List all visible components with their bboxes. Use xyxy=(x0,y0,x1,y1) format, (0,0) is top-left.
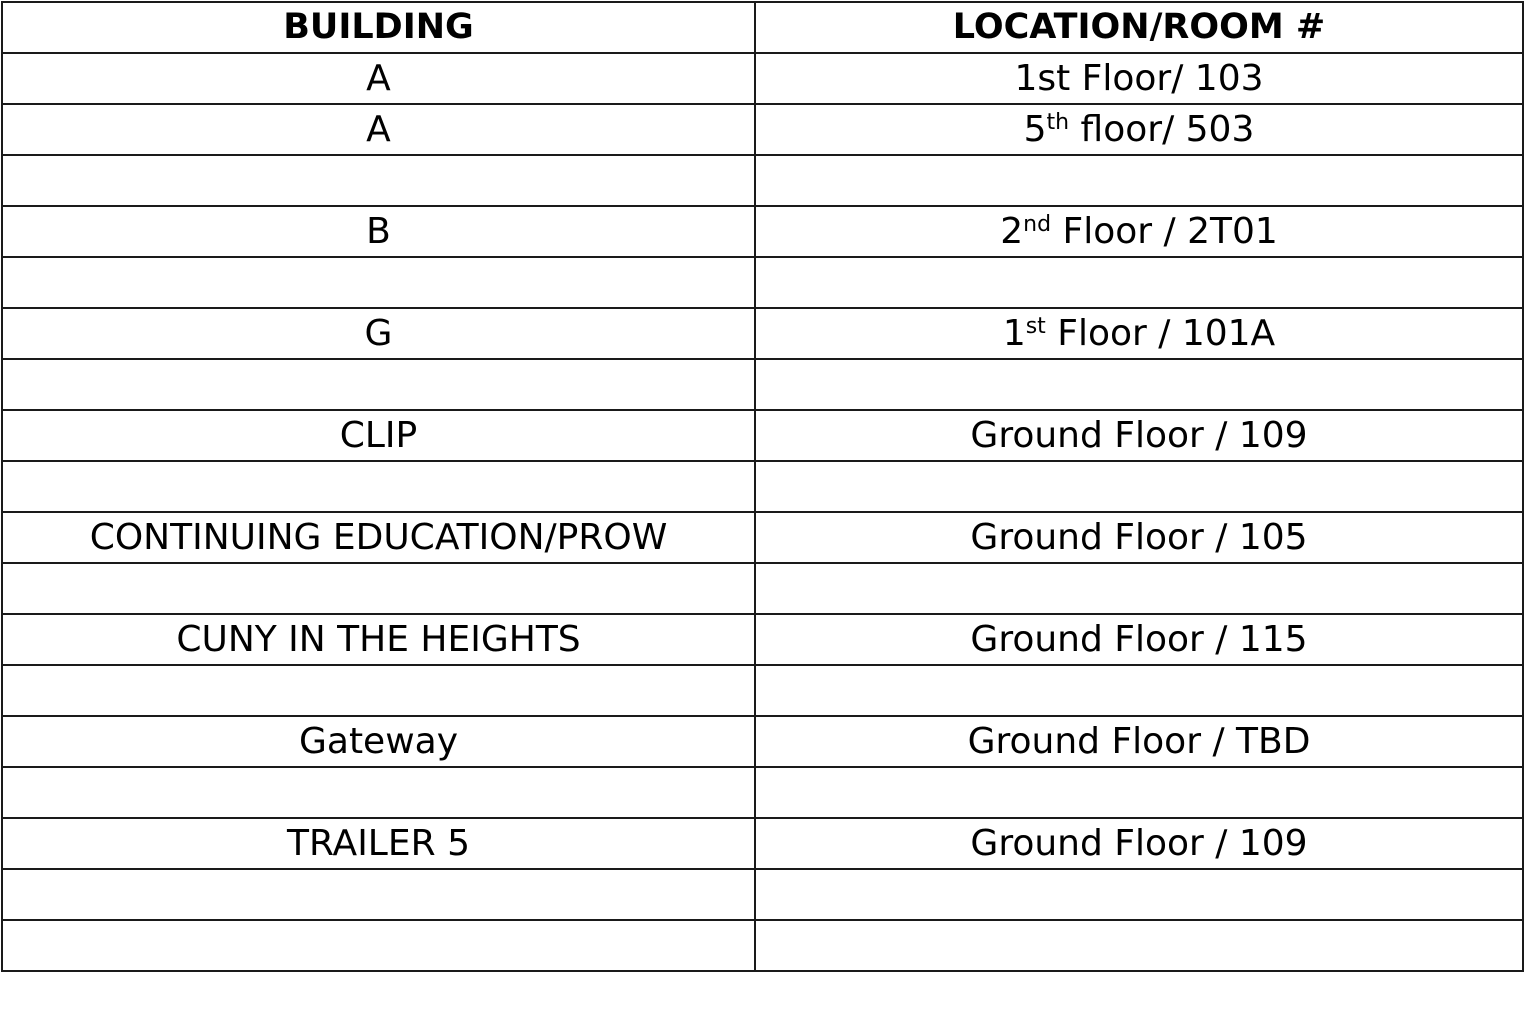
location-cell xyxy=(755,104,1523,155)
building-cell: CONTINUING EDUCATION/PROW xyxy=(2,512,755,563)
table-row xyxy=(2,104,1523,155)
location-text: Ground Floor / 115 xyxy=(970,618,1308,660)
location-cell xyxy=(755,461,1523,512)
building-cell: CUNY IN THE HEIGHTS xyxy=(2,614,755,665)
location-cell xyxy=(755,920,1523,971)
location-text: 2 xyxy=(1000,210,1024,252)
location-cell xyxy=(755,410,1523,461)
building-cell xyxy=(2,257,755,308)
table-row xyxy=(2,818,1523,869)
building-cell xyxy=(2,869,755,920)
building-cell xyxy=(2,920,755,971)
location-cell xyxy=(755,614,1523,665)
location-cell xyxy=(755,869,1523,920)
building-cell: Gateway xyxy=(2,716,755,767)
location-cell xyxy=(755,53,1523,104)
building-cell xyxy=(2,563,755,614)
location-text: Ground Floor / TBD xyxy=(967,720,1311,762)
building-cell: CLIP xyxy=(2,410,755,461)
building-cell xyxy=(2,461,755,512)
table-row xyxy=(2,308,1523,359)
table-row xyxy=(2,716,1523,767)
ordinal-suffix: th xyxy=(1046,109,1070,135)
location-cell xyxy=(755,206,1523,257)
location-cell xyxy=(755,818,1523,869)
location-cell xyxy=(755,359,1523,410)
table-body xyxy=(2,53,1523,971)
location-text: Ground Floor / 105 xyxy=(970,516,1308,558)
location-cell xyxy=(755,155,1523,206)
table-row xyxy=(2,155,1523,206)
building-cell xyxy=(2,767,755,818)
building-cell: A xyxy=(2,53,755,104)
table-row xyxy=(2,257,1523,308)
table-row xyxy=(2,206,1523,257)
location-text: Ground Floor / 109 xyxy=(970,822,1308,864)
table-row xyxy=(2,665,1523,716)
location-text: Floor / 101A xyxy=(1045,312,1276,354)
table-row xyxy=(2,920,1523,971)
location-cell xyxy=(755,512,1523,563)
location-cell xyxy=(755,716,1523,767)
table-row xyxy=(2,614,1523,665)
table-header-row xyxy=(2,2,1523,53)
location-text: Floor / 2T01 xyxy=(1051,210,1278,252)
table-row xyxy=(2,53,1523,104)
location-cell xyxy=(755,767,1523,818)
building-cell: A xyxy=(2,104,755,155)
table-row xyxy=(2,869,1523,920)
table-row xyxy=(2,563,1523,614)
location-text: 1 xyxy=(1002,312,1026,354)
ordinal-suffix: st xyxy=(1025,313,1046,339)
table-row xyxy=(2,512,1523,563)
building-location-table xyxy=(1,1,1524,972)
location-cell xyxy=(755,563,1523,614)
ordinal-suffix: nd xyxy=(1023,211,1052,237)
building-column-header: BUILDING xyxy=(2,2,755,53)
table-row xyxy=(2,461,1523,512)
location-column-header: LOCATION/ROOM # xyxy=(755,2,1523,53)
building-cell: B xyxy=(2,206,755,257)
building-cell: G xyxy=(2,308,755,359)
location-cell xyxy=(755,308,1523,359)
table-row xyxy=(2,767,1523,818)
location-cell xyxy=(755,665,1523,716)
table-row xyxy=(2,410,1523,461)
location-text: 1st Floor/ 103 xyxy=(1014,57,1264,99)
building-cell xyxy=(2,665,755,716)
building-cell xyxy=(2,155,755,206)
building-cell: TRAILER 5 xyxy=(2,818,755,869)
building-cell xyxy=(2,359,755,410)
location-cell xyxy=(755,257,1523,308)
table-row xyxy=(2,359,1523,410)
location-text: Ground Floor / 109 xyxy=(970,414,1308,456)
location-text: floor/ 503 xyxy=(1069,108,1255,150)
location-text: 5 xyxy=(1023,108,1047,150)
